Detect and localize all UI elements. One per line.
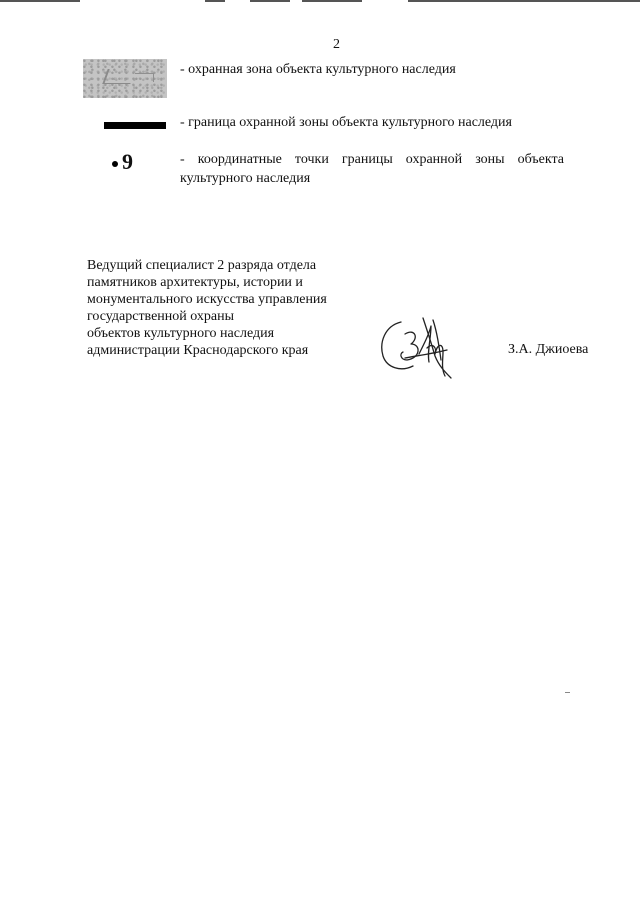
signer-position-line: памятников архитектуры, истории и xyxy=(87,275,303,290)
protection-zone-swatch xyxy=(83,59,167,98)
zone-border-line-symbol xyxy=(104,122,166,129)
handwritten-signature xyxy=(375,312,465,380)
scan-speck xyxy=(565,692,570,693)
signer-position-line: государственной охраны xyxy=(87,309,235,324)
legend-text-protection-zone: - охранная зона объекта культурного наследия xyxy=(180,62,456,77)
signer-position-line: администрации Краснодарского края xyxy=(87,343,309,358)
legend-text-zone-border: - граница охранной зоны объекта культурного наследия xyxy=(180,115,512,130)
scan-edge-artifact xyxy=(0,0,640,3)
point-dot-icon xyxy=(112,161,118,167)
signer-name: З.А. Джиоева xyxy=(508,342,589,357)
signer-position xyxy=(87,257,377,359)
signer-position-line: монументального искусства управления xyxy=(87,292,327,307)
page-number: 2 xyxy=(333,37,340,52)
legend-text-coordinate-points: - координатные точки границы охранной зоны объекта культурного наследия xyxy=(180,152,564,186)
coordinate-point-label: 9 xyxy=(122,149,133,174)
signer-position-line: Ведущий специалист 2 разряда отдела xyxy=(87,258,317,273)
signer-position-line: объектов культурного наследия xyxy=(87,326,275,341)
coordinate-point-symbol xyxy=(112,147,133,177)
